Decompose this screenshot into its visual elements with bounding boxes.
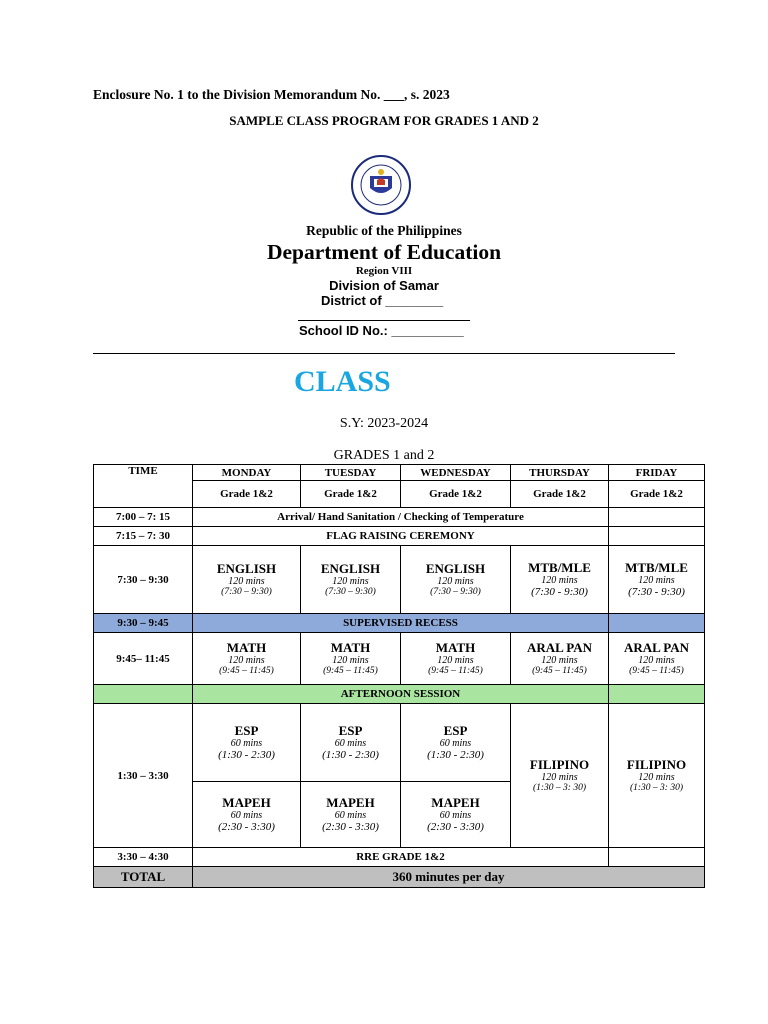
subject-cell bbox=[301, 546, 401, 614]
col-header-friday: FRIDAY bbox=[609, 465, 705, 481]
region-label: Region VIII bbox=[355, 265, 413, 277]
subject-minutes: 120 mins bbox=[638, 771, 675, 783]
row-rre bbox=[94, 848, 705, 867]
subject-name: MATH bbox=[330, 639, 371, 655]
subject-time-range: (7:30 - 9:30) bbox=[531, 586, 588, 598]
subject-name: MAPEH bbox=[222, 795, 271, 810]
school-year: S.Y: 2023-2024 bbox=[339, 416, 429, 431]
deped-seal-logo bbox=[337, 154, 425, 216]
subject-cell bbox=[301, 704, 401, 782]
subject-cell bbox=[511, 633, 609, 685]
subject-minutes: 60 mins bbox=[230, 738, 263, 749]
sample-program-title: SAMPLE CLASS PROGRAM FOR GRADES 1 AND 2 bbox=[229, 113, 539, 128]
subject-minutes: 120 mins bbox=[228, 654, 265, 666]
division-label: Division of Samar bbox=[329, 278, 439, 293]
subject-time-range: (2:30 - 3:30) bbox=[322, 821, 379, 833]
subject-name: MAPEH bbox=[431, 795, 480, 810]
subject-time-range: (9:45 – 11:45) bbox=[219, 665, 274, 676]
row-afternoon-session bbox=[94, 685, 705, 704]
total-label: TOTAL bbox=[94, 867, 193, 888]
enclosure-title: Enclosure No. 1 to the Division Memorandum No. ___, s. 2023 bbox=[93, 87, 450, 102]
time-cell: 7:00 – 7: 15 bbox=[94, 508, 193, 527]
header-row-days bbox=[94, 465, 705, 481]
subject-time-range: (1:30 – 3: 30) bbox=[629, 782, 684, 793]
school-id-label: School ID No.: __________ bbox=[299, 323, 464, 338]
subject-name: ESP bbox=[338, 723, 363, 738]
time-cell: 3:30 – 4:30 bbox=[94, 848, 193, 867]
subject-time-range: (7:30 – 9:30) bbox=[430, 586, 481, 597]
activity-cell: RRE GRADE 1&2 bbox=[193, 848, 609, 867]
subject-cell bbox=[401, 782, 511, 848]
row-total bbox=[94, 867, 705, 888]
subject-name: MAPEH bbox=[326, 795, 375, 810]
subject-cell bbox=[193, 782, 301, 848]
subject-time-range: (1:30 - 2:30) bbox=[322, 749, 379, 761]
subject-minutes: 120 mins bbox=[437, 575, 474, 587]
row-flag-raising bbox=[94, 527, 705, 546]
grade-label: Grade 1&2 bbox=[193, 481, 301, 508]
subject-cell bbox=[609, 704, 705, 848]
subject-name: FILIPINO bbox=[626, 756, 687, 772]
time-cell: 9:30 – 9:45 bbox=[94, 614, 193, 633]
subject-minutes: 120 mins bbox=[638, 654, 675, 666]
subject-minutes: 120 mins bbox=[541, 575, 578, 586]
subject-name: ENGLISH bbox=[425, 560, 486, 576]
subject-minutes: 60 mins bbox=[334, 810, 367, 821]
class-program-table bbox=[93, 464, 705, 888]
subject-time-range: (2:30 - 3:30) bbox=[427, 821, 484, 833]
subject-cell bbox=[401, 633, 511, 685]
activity-cell: FLAG RAISING CEREMONY bbox=[193, 527, 609, 546]
col-header-tuesday: TUESDAY bbox=[301, 465, 401, 481]
subject-time-range: (7:30 – 9:30) bbox=[221, 586, 272, 597]
class-heading: CLASS bbox=[294, 365, 391, 398]
subject-cell bbox=[401, 704, 511, 782]
total-value: 360 minutes per day bbox=[193, 867, 705, 888]
subject-minutes: 60 mins bbox=[439, 810, 472, 821]
col-header-thursday: THURSDAY bbox=[511, 465, 609, 481]
row-arrival bbox=[94, 508, 705, 527]
activity-cell: Arrival/ Hand Sanitation / Checking of Temperature bbox=[193, 508, 609, 527]
subject-cell bbox=[609, 633, 705, 685]
subject-cell bbox=[193, 704, 301, 782]
subject-time-range: (1:30 - 2:30) bbox=[218, 749, 275, 761]
subject-cell bbox=[511, 546, 609, 614]
subject-minutes: 120 mins bbox=[332, 575, 369, 587]
subject-time-range: (1:30 – 3: 30) bbox=[532, 782, 587, 793]
subject-time-range: (7:30 - 9:30) bbox=[628, 586, 685, 598]
time-cell: 9:45– 11:45 bbox=[94, 633, 193, 685]
republic-label: Republic of the Philippines bbox=[306, 223, 462, 238]
subject-minutes: 60 mins bbox=[439, 738, 472, 749]
subject-time-range: (9:45 – 11:45) bbox=[428, 665, 483, 676]
subject-name: MATH bbox=[226, 639, 267, 655]
subject-minutes: 120 mins bbox=[541, 771, 578, 783]
col-header-wednesday: WEDNESDAY bbox=[401, 465, 511, 481]
subject-time-range: (1:30 - 2:30) bbox=[427, 749, 484, 761]
time-cell: 7:15 – 7: 30 bbox=[94, 527, 193, 546]
row-block-3-esp bbox=[94, 704, 705, 782]
subject-cell bbox=[301, 782, 401, 848]
subject-name: ENGLISH bbox=[320, 560, 381, 576]
grade-label: Grade 1&2 bbox=[511, 481, 609, 508]
header-divider bbox=[93, 353, 675, 354]
subject-cell bbox=[193, 546, 301, 614]
time-cell: 7:30 – 9:30 bbox=[94, 546, 193, 614]
subject-time-range: (7:30 – 9:30) bbox=[325, 586, 376, 597]
subject-time-range: (9:45 – 11:45) bbox=[629, 665, 684, 676]
subject-cell bbox=[301, 633, 401, 685]
grades-label: GRADES 1 and 2 bbox=[333, 448, 435, 463]
subject-cell bbox=[401, 546, 511, 614]
row-block-1 bbox=[94, 546, 705, 614]
subject-time-range: (9:45 – 11:45) bbox=[323, 665, 378, 676]
subject-cell bbox=[511, 704, 609, 848]
col-header-time: TIME bbox=[94, 465, 193, 508]
subject-cell bbox=[193, 633, 301, 685]
activity-cell: SUPERVISED RECESS bbox=[193, 614, 609, 633]
grade-label: Grade 1&2 bbox=[401, 481, 511, 508]
subject-time-range: (9:45 – 11:45) bbox=[532, 665, 587, 676]
subject-minutes: 60 mins bbox=[230, 810, 263, 821]
grade-label: Grade 1&2 bbox=[301, 481, 401, 508]
subject-name: ESP bbox=[443, 723, 468, 738]
row-recess bbox=[94, 614, 705, 633]
subject-minutes: 120 mins bbox=[541, 654, 578, 666]
subject-name: MATH bbox=[435, 639, 476, 655]
subject-name: ESP bbox=[234, 723, 259, 738]
subject-name: ARAL PAN bbox=[623, 639, 690, 655]
subject-name: ENGLISH bbox=[216, 560, 277, 576]
subject-name: MTB/MLE bbox=[528, 560, 591, 575]
grade-label: Grade 1&2 bbox=[609, 481, 705, 508]
subject-minutes: 60 mins bbox=[334, 738, 367, 749]
department-title: Department of Education bbox=[266, 240, 502, 264]
subject-name: MTB/MLE bbox=[625, 560, 688, 575]
time-cell: 1:30 – 3:30 bbox=[94, 704, 193, 848]
row-block-2 bbox=[94, 633, 705, 685]
subject-cell bbox=[609, 546, 705, 614]
district-label: District of ________ bbox=[321, 293, 444, 308]
activity-cell: AFTERNOON SESSION bbox=[193, 685, 609, 704]
col-header-monday: MONDAY bbox=[193, 465, 301, 481]
subject-minutes: 120 mins bbox=[332, 654, 369, 666]
subject-minutes: 120 mins bbox=[638, 575, 675, 586]
subject-minutes: 120 mins bbox=[228, 575, 265, 587]
subject-name: ARAL PAN bbox=[526, 639, 593, 655]
subject-minutes: 120 mins bbox=[437, 654, 474, 666]
subject-name: FILIPINO bbox=[529, 756, 590, 772]
subject-time-range: (2:30 - 3:30) bbox=[218, 821, 275, 833]
school-name-line bbox=[298, 320, 470, 321]
